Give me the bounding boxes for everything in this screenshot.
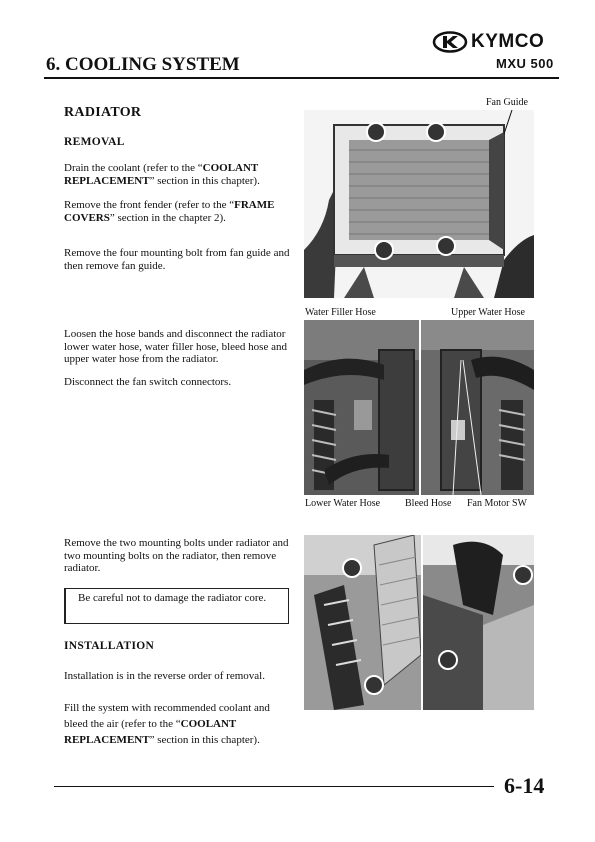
caption-bleed-hose: Bleed Hose [405,498,452,509]
installation-heading: INSTALLATION [64,640,155,652]
photo-bolts-left [304,535,421,710]
hoses-text: Loosen the hose bands and disconnect the radiator lower water hose, water filler hose, bleed hose and upper water hose from the radiator. [64,328,287,365]
header-rule [44,77,559,79]
section-title: RADIATOR [64,105,142,120]
footer-rule [54,786,494,787]
caption-fan-motor-sw: Fan Motor SW [467,498,527,509]
photo-hoses-left [304,320,419,495]
fan-guide-text: Remove the four mounting bolt from fan guide and then remove fan guide. [64,247,290,272]
caution-note: Be careful not to damage the radiator core. [64,588,289,624]
refill-text: Fill the system with recommended coolant and bleed the air (refer to the “COOLANT REPLACEMENT” section in this chapter). [64,702,270,746]
brand-name: KYMCO [471,31,545,52]
kymco-emblem-icon [432,31,468,53]
chapter-title: 6. COOLING SYSTEM [46,54,240,75]
caption-water-filler-hose: Water Filler Hose [305,307,376,318]
page-number: 6-14 [504,773,545,798]
caption-upper-water-hose: Upper Water Hose [451,307,525,318]
model-name: MXU 500 [496,56,554,71]
photo-bolts-right [423,535,534,710]
photo-fan-guide [304,110,534,298]
remove-fender-text: Remove the front fender (refer to the “FRAME COVERS” section in the chapter 2). [64,199,275,224]
installation-text: Installation is in the reverse order of removal. [64,670,265,682]
caption-fan-guide: Fan Guide [486,97,528,108]
drain-coolant-text: Drain the coolant (refer to the “COOLANT REPLACEMENT” section in this chapter). [64,162,260,187]
caption-lower-water-hose: Lower Water Hose [305,498,381,509]
kymco-logo [432,30,562,54]
connectors-text: Disconnect the fan switch connectors. [64,376,232,388]
mounting-bolts-text: Remove the two mounting bolts under radiator and two mounting bolts on the radiator, then remove radiator. [64,537,289,574]
removal-heading: REMOVAL [64,136,125,148]
photo-hoses-right [421,320,534,495]
